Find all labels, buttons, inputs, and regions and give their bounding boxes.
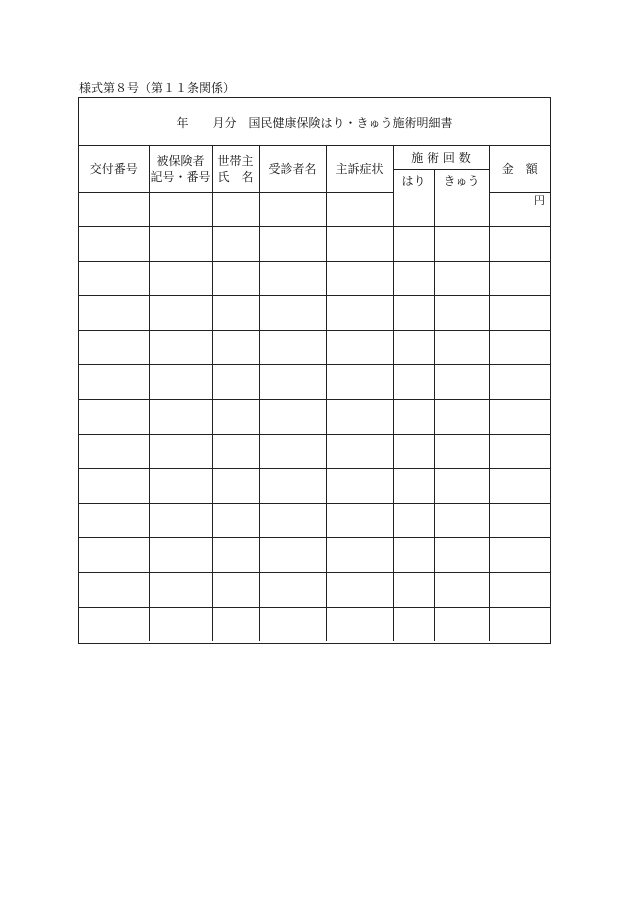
cell-patient-name[interactable] [259, 607, 326, 641]
cell-amount[interactable] [489, 469, 550, 504]
cell-hari-count[interactable] [393, 296, 434, 331]
cell-kyu-count[interactable] [434, 330, 489, 365]
table-row [79, 192, 550, 227]
cell-insured-id[interactable] [149, 469, 212, 504]
cell-patient-name[interactable] [259, 192, 326, 227]
cell-hari-count[interactable] [393, 227, 434, 262]
cell-householder-name[interactable] [212, 434, 259, 469]
cell-householder-name[interactable] [212, 607, 259, 641]
cell-patient-name[interactable] [259, 400, 326, 435]
cell-chief-complaint[interactable] [326, 330, 393, 365]
cell-chief-complaint[interactable] [326, 538, 393, 573]
statement-form [78, 97, 551, 644]
cell-patient-name[interactable] [259, 261, 326, 296]
cell-insured-id[interactable] [149, 607, 212, 641]
cell-kyu-count[interactable] [434, 227, 489, 262]
cell-amount[interactable] [489, 261, 550, 296]
cell-chief-complaint[interactable] [326, 365, 393, 400]
cell-receipt-no[interactable] [79, 469, 149, 504]
cell-receipt-no[interactable] [79, 434, 149, 469]
cell-hari-count[interactable] [393, 261, 434, 296]
cell-amount[interactable] [489, 503, 550, 538]
table-row [79, 365, 550, 400]
cell-hari-count[interactable] [393, 469, 434, 504]
cell-patient-name[interactable] [259, 227, 326, 262]
cell-chief-complaint[interactable] [326, 503, 393, 538]
cell-amount[interactable] [489, 607, 550, 641]
table-row [79, 434, 550, 469]
cell-hari-count[interactable] [393, 330, 434, 365]
header-insured-id: 被保険者 記号・番号 [149, 146, 212, 192]
table-row [79, 227, 550, 262]
cell-kyu-count[interactable] [434, 538, 489, 573]
cell-amount[interactable] [489, 400, 550, 435]
table-row [79, 573, 550, 608]
cell-insured-id[interactable] [149, 573, 212, 608]
header-kyu: きゅう [434, 170, 489, 193]
cell-chief-complaint[interactable] [326, 469, 393, 504]
cell-hari-count[interactable] [393, 573, 434, 608]
cell-householder-name[interactable] [212, 192, 259, 227]
cell-insured-id[interactable] [149, 192, 212, 227]
cell-householder-name[interactable] [212, 365, 259, 400]
cell-hari-count[interactable] [393, 434, 434, 469]
cell-receipt-no[interactable] [79, 365, 149, 400]
cell-patient-name[interactable] [259, 538, 326, 573]
cell-householder-name[interactable] [212, 261, 259, 296]
cell-householder-name[interactable] [212, 573, 259, 608]
cell-patient-name[interactable] [259, 434, 326, 469]
cell-kyu-count[interactable] [434, 503, 489, 538]
cell-amount[interactable] [489, 330, 550, 365]
cell-receipt-no[interactable] [79, 227, 149, 262]
cell-kyu-count[interactable] [434, 192, 489, 227]
cell-insured-id[interactable] [149, 227, 212, 262]
cell-receipt-no[interactable] [79, 503, 149, 538]
cell-amount[interactable] [489, 538, 550, 573]
cell-receipt-no[interactable] [79, 296, 149, 331]
cell-chief-complaint[interactable] [326, 573, 393, 608]
cell-kyu-count[interactable] [434, 400, 489, 435]
cell-patient-name[interactable] [259, 573, 326, 608]
cell-insured-id[interactable] [149, 365, 212, 400]
cell-receipt-no[interactable] [79, 330, 149, 365]
cell-receipt-no[interactable] [79, 607, 149, 641]
cell-hari-count[interactable] [393, 192, 434, 227]
cell-kyu-count[interactable] [434, 261, 489, 296]
table-row [79, 607, 550, 641]
cell-kyu-count[interactable] [434, 296, 489, 331]
cell-receipt-no[interactable] [79, 400, 149, 435]
cell-chief-complaint[interactable] [326, 607, 393, 641]
cell-insured-id[interactable] [149, 538, 212, 573]
table-row [79, 469, 550, 504]
cell-householder-name[interactable] [212, 296, 259, 331]
yen-unit-label: 円 [534, 193, 546, 207]
cell-amount[interactable] [489, 573, 550, 608]
cell-kyu-count[interactable] [434, 365, 489, 400]
cell-insured-id[interactable] [149, 330, 212, 365]
cell-patient-name[interactable] [259, 330, 326, 365]
cell-chief-complaint[interactable] [326, 434, 393, 469]
table-row [79, 296, 550, 331]
cell-hari-count[interactable] [393, 503, 434, 538]
cell-receipt-no[interactable] [79, 261, 149, 296]
table-row [79, 330, 550, 365]
cell-patient-name[interactable] [259, 296, 326, 331]
cell-hari-count[interactable] [393, 400, 434, 435]
cell-amount[interactable] [489, 365, 550, 400]
title-bar [79, 98, 550, 146]
header-receipt-no: 交付番号 [79, 146, 149, 192]
form-title: 年 月分 国民健康保険はり・きゅう施術明細書 [176, 116, 453, 130]
cell-insured-id[interactable] [149, 434, 212, 469]
cell-amount[interactable] [489, 192, 550, 227]
statement-table [79, 146, 550, 641]
table-row [79, 538, 550, 573]
cell-insured-id[interactable] [149, 296, 212, 331]
table-row [79, 400, 550, 435]
cell-patient-name[interactable] [259, 365, 326, 400]
table-body [79, 192, 550, 641]
cell-amount[interactable] [489, 434, 550, 469]
cell-patient-name[interactable] [259, 469, 326, 504]
cell-hari-count[interactable] [393, 365, 434, 400]
form-number-label: 様式第８号（第１１条関係） [79, 81, 236, 95]
cell-chief-complaint[interactable] [326, 296, 393, 331]
cell-insured-id[interactable] [149, 400, 212, 435]
header-amount: 金 額 [489, 146, 550, 192]
cell-chief-complaint[interactable] [326, 400, 393, 435]
cell-householder-name[interactable] [212, 227, 259, 262]
cell-householder-name[interactable] [212, 538, 259, 573]
cell-chief-complaint[interactable] [326, 227, 393, 262]
header-householder-name: 世帯主 氏 名 [212, 146, 259, 192]
cell-chief-complaint[interactable] [326, 192, 393, 227]
table-row [79, 261, 550, 296]
cell-hari-count[interactable] [393, 538, 434, 573]
cell-receipt-no[interactable] [79, 573, 149, 608]
cell-receipt-no[interactable] [79, 192, 149, 227]
header-chief-complaint: 主訴症状 [326, 146, 393, 192]
cell-kyu-count[interactable] [434, 469, 489, 504]
header-patient-name: 受診者名 [259, 146, 326, 192]
cell-kyu-count[interactable] [434, 573, 489, 608]
cell-amount[interactable] [489, 227, 550, 262]
cell-householder-name[interactable] [212, 330, 259, 365]
cell-insured-id[interactable] [149, 503, 212, 538]
cell-kyu-count[interactable] [434, 607, 489, 641]
cell-amount[interactable] [489, 296, 550, 331]
cell-patient-name[interactable] [259, 503, 326, 538]
header-hari: はり [393, 170, 434, 193]
header-treatment-count: 施 術 回 数 [393, 146, 489, 170]
cell-chief-complaint[interactable] [326, 261, 393, 296]
cell-householder-name[interactable] [212, 503, 259, 538]
table-row [79, 503, 550, 538]
cell-householder-name[interactable] [212, 469, 259, 504]
cell-householder-name[interactable] [212, 400, 259, 435]
cell-kyu-count[interactable] [434, 434, 489, 469]
cell-hari-count[interactable] [393, 607, 434, 641]
cell-insured-id[interactable] [149, 261, 212, 296]
cell-receipt-no[interactable] [79, 538, 149, 573]
